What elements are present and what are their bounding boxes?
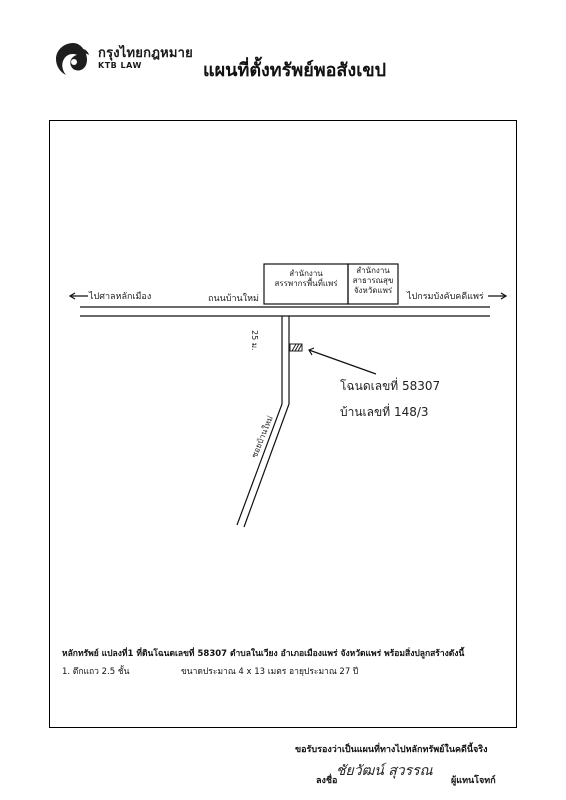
lane-label: ซอยบ้านใหม่ [249,414,275,460]
asset-description: หลักทรัพย์ แปลงที่1 ที่ดินโฉนดเลขที่ 58307 ตำบลในเวียง อำเภอเมืองแพร่ จังหวัดแพร่ พร้อมสิ่งปลูกสร้างดังนี้ [62,649,465,659]
signature: ชัยวัฒน์ สุวรรณ [336,763,433,779]
page-title: แผนที่ตั้งทรัพย์พอสังเขป [203,60,387,81]
asset-building: 1. ตึกแถว 2.5 ชั้น [62,667,130,677]
signer-title: ผู้แทนโจทก์ [451,776,496,786]
office2-line3: จังหวัดแพร่ [353,286,393,295]
sign-label: ลงชื่อ [316,776,338,786]
parcel-number-note: โฉนดเลขที่ 58307 [340,379,441,393]
office1-line2: สรรพากรพื้นที่แพร่ [274,279,338,288]
pointer-line [309,350,376,374]
asset-building-detail: ขนาดประมาณ 4 x 13 เมตร อายุประมาณ 27 ปี [181,667,359,677]
office1-line1: สำนักงาน [289,269,323,278]
road-label-left: ไปศาลหลักเมือง [89,292,152,302]
road-label-main: ถนนบ้านใหม่ [208,294,259,304]
brand-name: กรุงไทยกฎหมาย [98,46,193,61]
house-number-note: บ้านเลขที่ 148/3 [340,405,429,419]
parcel-marker-icon [290,344,302,351]
office2-label [348,266,398,296]
office2-line2: สาธารณสุข [352,276,394,285]
brand-subtitle: KTB LAW [98,61,142,70]
distance-label: 25 ม. [250,330,259,351]
office1-label [264,269,348,289]
road-label-right: ไปกรมบังคับคดีแพร่ [407,292,484,302]
certification-text: ขอรับรองว่าเป็นแผนที่ทางไปหลักทรัพย์ในคดีนี้จริง [295,745,488,755]
office2-line1: สำนักงาน [356,266,390,275]
